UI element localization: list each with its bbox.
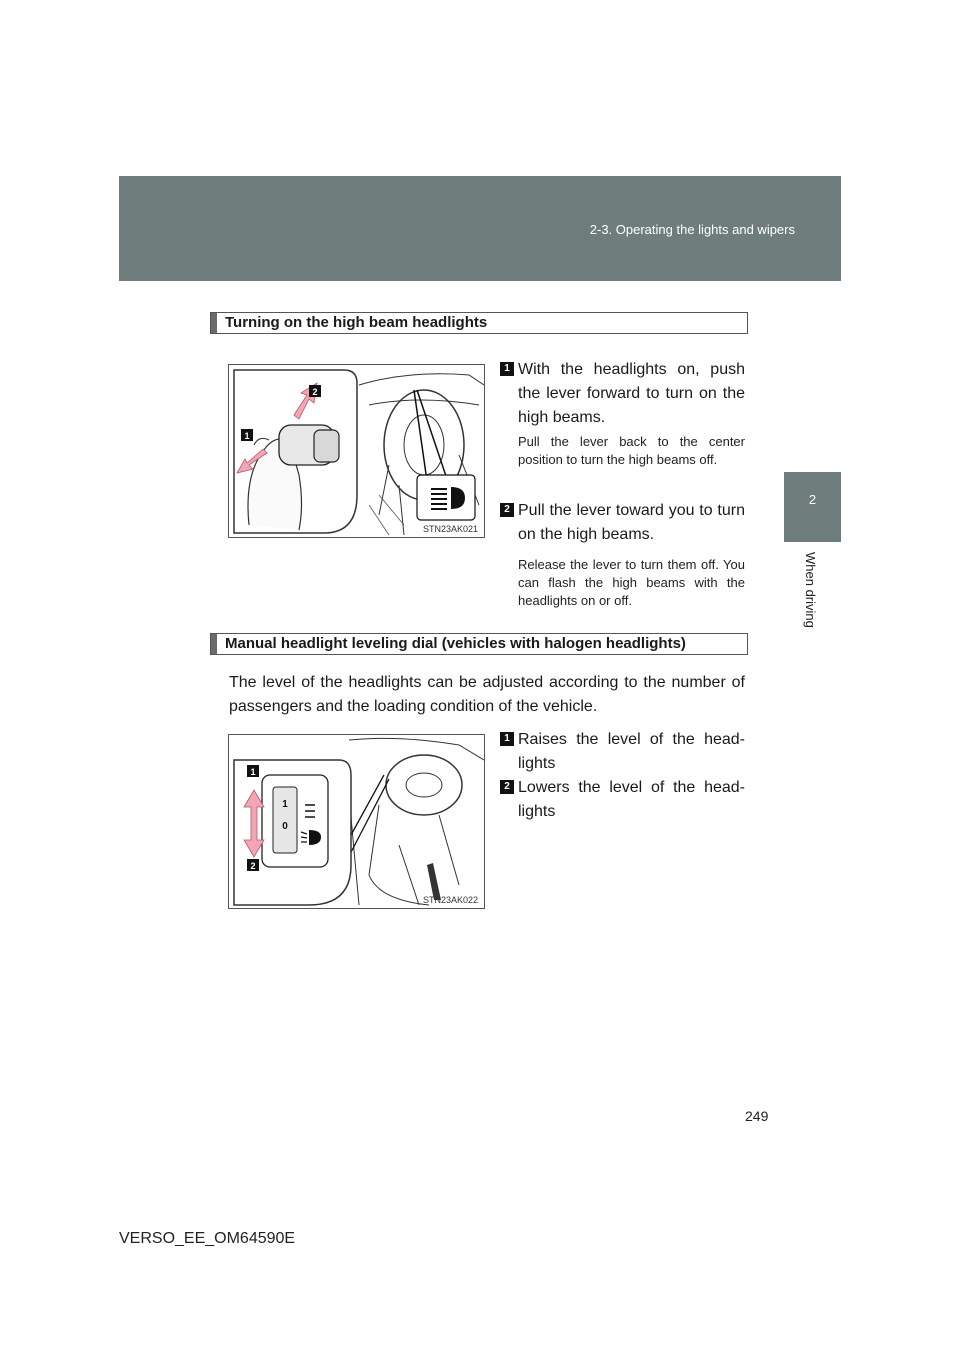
leveling-figure	[228, 734, 485, 909]
document-code: VERSO_EE_OM64590E	[119, 1230, 296, 1247]
svg-text:2: 2	[250, 861, 256, 871]
high-beam-figure	[228, 364, 485, 538]
step-text: Lowers the level of the head-lights	[518, 779, 745, 820]
step-text: Pull the lever toward you to turn on the high beams.	[518, 502, 745, 543]
header-band	[119, 176, 841, 281]
lever-illustration	[229, 365, 485, 538]
step-badge: 2	[500, 780, 514, 794]
figure-code: STN23AK022	[422, 895, 478, 905]
step-badge: 1	[500, 362, 514, 376]
dial-mark-0: 0	[282, 821, 288, 832]
step-text: Raises the level of the head-lights	[518, 731, 745, 772]
svg-text:1: 1	[250, 767, 256, 777]
leveling-heading	[210, 633, 748, 655]
dial-mark-1: 1	[282, 799, 288, 810]
section-title: 2-3. Operating the lights and wipers	[589, 222, 795, 237]
step-badge: 1	[500, 732, 514, 746]
svg-text:1: 1	[244, 431, 250, 441]
dial-illustration	[229, 735, 485, 909]
figure-code: STN23AK021	[422, 524, 478, 534]
svg-text:2: 2	[312, 387, 318, 397]
chapter-tab	[784, 472, 841, 542]
leveling-step-1	[500, 728, 745, 776]
leveling-step-2	[500, 776, 745, 824]
high-beam-note-2: Release the lever to turn them off. You can flash the high beams with the headlights on or off.	[518, 557, 745, 608]
page-number: 249	[745, 1108, 769, 1124]
leveling-intro: The level of the headlights can be adjusted according to the number of passengers and the loading condition of the vehicle.	[229, 674, 745, 715]
high-beam-note-1: Pull the lever back to the center position to turn the high beams off.	[518, 434, 745, 467]
high-beam-heading-text: Turning on the high beam headlights	[225, 314, 488, 331]
step-text: With the headlights on, push the lever forward to turn on the high beams.	[518, 361, 745, 426]
leveling-heading-text: Manual headlight leveling dial (vehicles with halogen headlights)	[225, 635, 686, 652]
step-badge: 2	[500, 503, 514, 517]
leveling-dial[interactable]	[273, 787, 297, 853]
high-beam-heading	[210, 312, 748, 334]
chapter-number: 2	[808, 492, 817, 507]
high-beam-indicator	[417, 475, 475, 520]
chapter-label: When driving	[803, 552, 818, 628]
high-beam-step-2	[500, 499, 745, 547]
high-beam-step-1	[500, 358, 745, 430]
